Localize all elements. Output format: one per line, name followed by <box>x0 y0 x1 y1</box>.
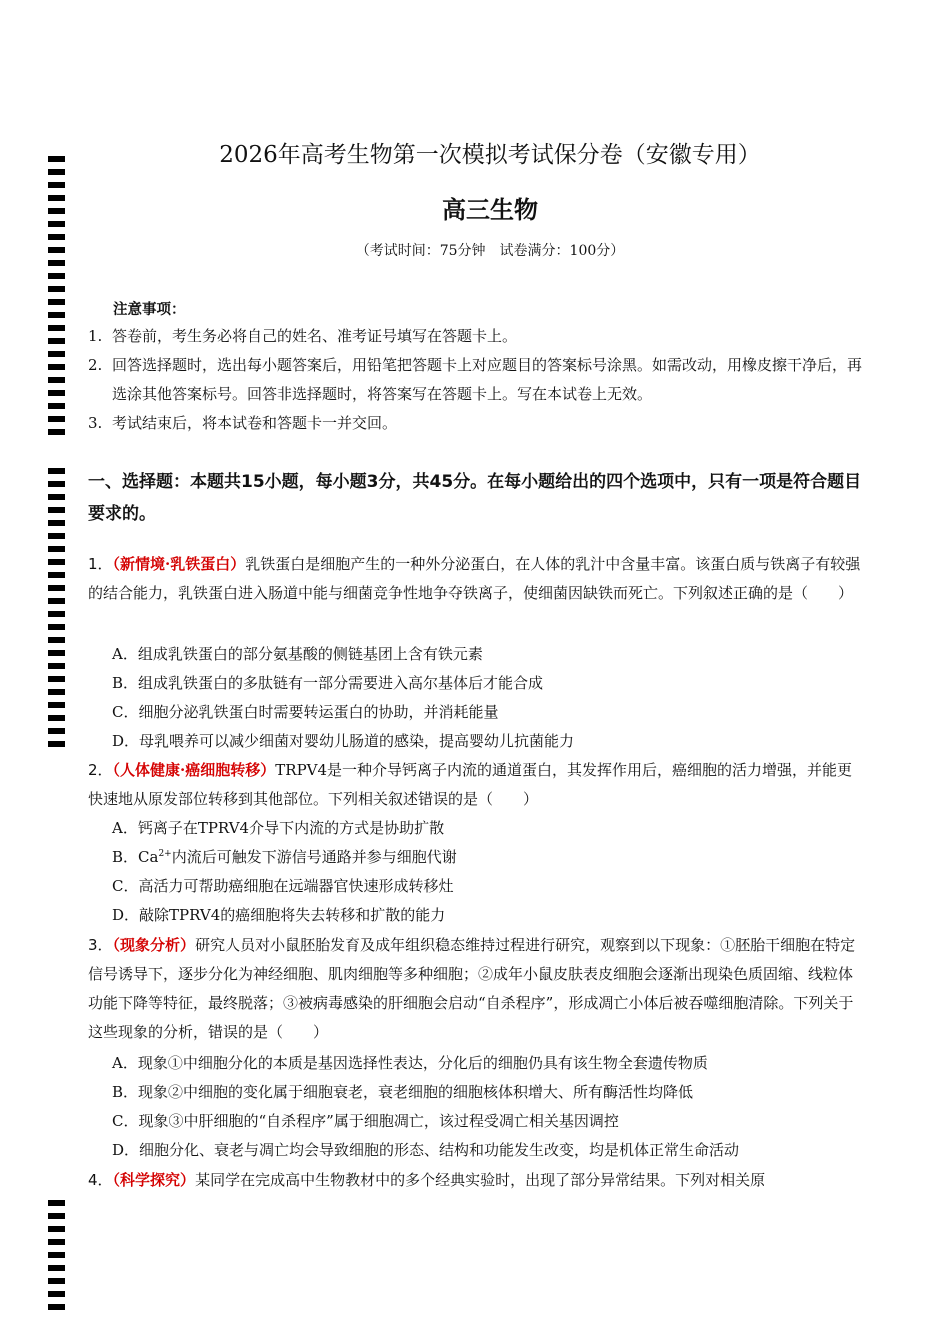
option-b-text: 内流后可触发下游信号通路并参与细胞代谢 <box>171 848 457 866</box>
option-d: D．敲除TPRV4的癌细胞将失去转移和扩散的能力 <box>112 906 446 924</box>
document-title: 2026年高考生物第一次模拟考试保分卷（安徽专用） <box>219 142 761 168</box>
note-text: 考试结束后，将本试卷和答题卡一并交回。 <box>112 414 398 432</box>
question-stem: TRPV4是一种介导钙离子内流的通道蛋白，其发挥作用后，癌细胞的活力增强，并能更快速地从原发部位转移到其他部位。下列相关叙述错误的是（ ） <box>88 761 853 808</box>
question-4 <box>88 1166 863 1195</box>
option-b: B．组成乳铁蛋白的多肽链有一部分需要进入高尔基体后才能合成 <box>112 674 544 692</box>
binding-margin-marks-middle <box>48 468 65 750</box>
exam-info: （考试时间：75分钟 试卷满分：100分） <box>355 243 625 259</box>
question-number: 1． <box>88 555 113 573</box>
option-a: A．现象①中细胞分化的本质是基因选择性表达，分化后的细胞仍具有该生物全套遗传物质 <box>112 1054 708 1072</box>
question-tag: （科学探究） <box>112 1171 196 1189</box>
section-heading: 一、选择题：本题共15小题，每小题3分，共45分。在每小题给出的四个选项中，只有一项是符合题目要求的。 <box>88 472 862 524</box>
option-a: A．钙离子在TPRV4介导下内流的方式是协助扩散 <box>112 819 445 837</box>
note-number: 2. <box>88 356 103 374</box>
question-tag: （新情境·乳铁蛋白） <box>112 555 246 573</box>
note-item <box>88 409 863 438</box>
option-a: A．组成乳铁蛋白的部分氨基酸的侧链基团上含有铁元素 <box>112 645 483 663</box>
note-item <box>88 351 863 409</box>
question-number: 3． <box>88 936 113 954</box>
note-number: 1. <box>88 327 103 345</box>
option-b-superscript: 2+ <box>158 849 172 859</box>
question-tag: （现象分析） <box>112 936 196 954</box>
question-number: 2． <box>88 761 113 779</box>
question-stem: 乳铁蛋白是细胞产生的一种外分泌蛋白，在人体的乳汁中含量丰富。该蛋白质与铁离子有较强的结合能力，乳铁蛋白进入肠道中能与细菌竞争性地争夺铁离子，使细菌因缺铁而死亡。下列叙述正确的是（ ） <box>88 555 861 602</box>
note-text: 回答选择题时，选出每小题答案后，用铅笔把答题卡上对应题目的答案标号涂黑。如需改动，用橡皮擦干净后，再选涂其他答案标号。回答非选择题时，将答案写在答题卡上。写在本试卷上无效。 <box>112 356 863 403</box>
note-text: 答卷前，考生务必将自己的姓名、准考证号填写在答题卡上。 <box>112 327 518 345</box>
option-b: B．现象②中细胞的变化属于细胞衰老，衰老细胞的细胞核体积增大、所有酶活性均降低 <box>112 1083 694 1101</box>
question-stem: 某同学在完成高中生物教材中的多个经典实验时，出现了部分异常结果。下列对相关原 <box>195 1171 766 1189</box>
option-d: D．细胞分化、衰老与凋亡均会导致细胞的形态、结构和功能发生改变，均是机体正常生命活动 <box>112 1141 740 1159</box>
option-b <box>112 843 862 872</box>
option-c: C．现象③中肝细胞的“自杀程序”属于细胞凋亡，该过程受凋亡相关基因调控 <box>112 1112 619 1130</box>
note-item <box>88 322 863 351</box>
note-number: 3. <box>88 414 103 432</box>
option-d: D．母乳喂养可以减少细菌对婴幼儿肠道的感染，提高婴幼儿抗菌能力 <box>112 732 575 750</box>
option-c: C．细胞分泌乳铁蛋白时需要转运蛋白的协助，并消耗能量 <box>112 703 499 721</box>
option-b-label: B．Ca <box>112 848 159 866</box>
question-tag: （人体健康·癌细胞转移） <box>112 761 276 779</box>
question-stem: 研究人员对小鼠胚胎发育及成年组织稳态维持过程进行研究，观察到以下现象：①胚胎干细胞在特定信号诱导下，逐步分化为神经细胞、肌肉细胞等多种细胞；②成年小鼠皮肤表皮细胞会逐渐出现染色质固缩、线粒体功能下降等特征，最终脱落；③被病毒感染的肝细胞会启动“自杀程序”，形成凋亡小体后被吞噬细胞清除。下列关于这些现象的分析，错误的是（ ） <box>88 936 856 1041</box>
notes-heading: 注意事项： <box>113 302 186 318</box>
question-number: 4． <box>88 1171 113 1189</box>
binding-margin-marks-bottom <box>48 1200 65 1312</box>
question-2 <box>88 756 863 814</box>
question-1 <box>88 550 863 608</box>
subject-title: 高三生物 <box>442 195 538 224</box>
option-c: C．高活力可帮助癌细胞在远端器官快速形成转移灶 <box>112 877 454 895</box>
question-3 <box>88 931 863 1047</box>
